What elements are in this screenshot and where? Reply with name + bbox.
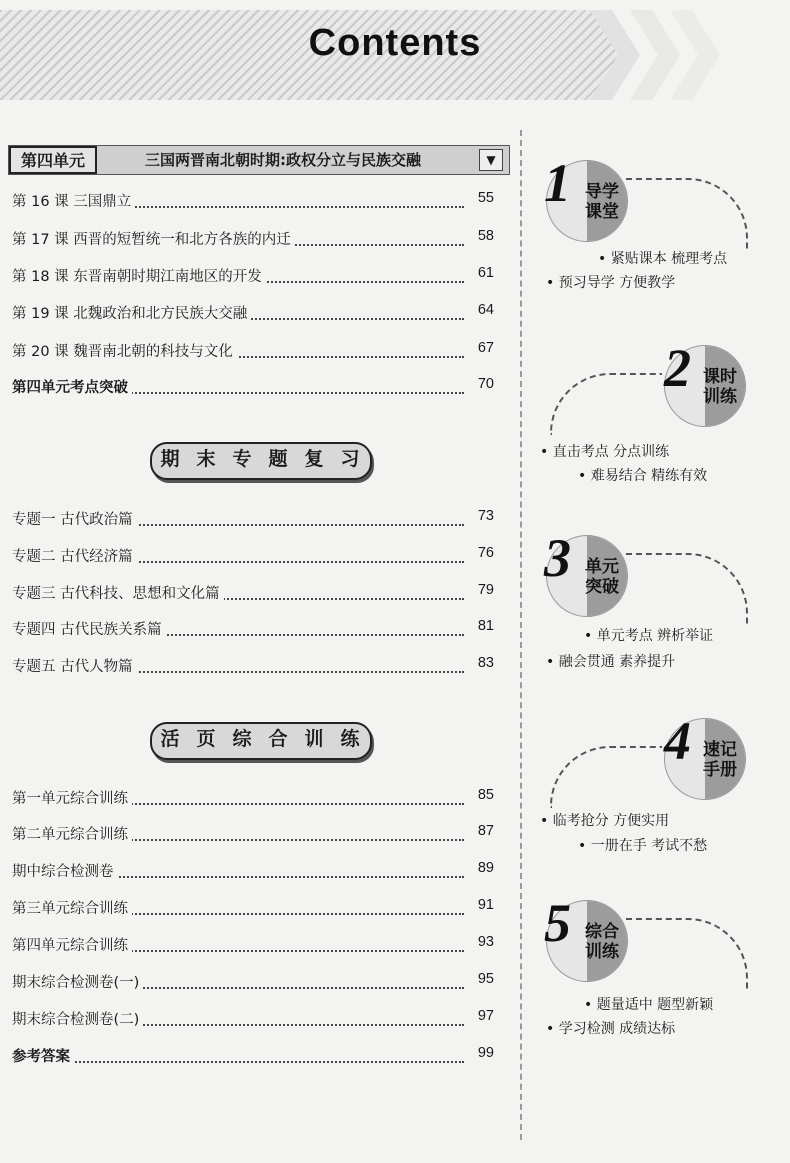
dashed-curve [626,553,748,625]
toc-row[interactable]: 第二单元综合训练 87 [12,823,494,843]
toc-row[interactable]: 第四单元考点突破 70 [12,376,494,396]
toc-row[interactable]: 专题五 古代人物篇 83 [12,655,494,675]
chevron-down-icon: ▼ [479,149,503,171]
toc-row[interactable]: 第 20 课 魏晋南北朝的科技与文化 67 [12,340,494,360]
toc-row[interactable]: 第四单元综合训练 93 [12,934,494,954]
feature-card: 1 导学课堂 • 紧贴课本 梳理考点 • 预习导学 方便教学 [540,160,780,300]
dashed-curve [626,918,748,990]
toc-row[interactable]: 第 18 课 东晋南朝时期江南地区的开发 61 [12,265,494,285]
dashed-curve [550,373,662,435]
toc-row[interactable]: 参考答案 99 [12,1045,494,1065]
toc-row[interactable]: 第三单元综合训练 91 [12,897,494,917]
toc-row[interactable]: 第 19 课 北魏政治和北方民族大交融 64 [12,302,494,322]
toc-row[interactable]: 专题四 古代民族关系篇 81 [12,618,494,638]
toc-row[interactable]: 期末综合检测卷(二) 97 [12,1008,494,1028]
feature-card: 3 单元突破 • 单元考点 辨析举证 • 融会贯通 素养提升 [540,535,780,675]
unit-bar [8,145,510,175]
unit-title: 三国两晋南北朝时期:政权分立与民族交融 [145,151,422,169]
toc-row[interactable]: 第 17 课 西晋的短暂统一和北方各族的内迁 58 [12,228,494,248]
toc-row[interactable]: 期末综合检测卷(一) 95 [12,971,494,991]
toc-row[interactable]: 期中综合检测卷 89 [12,860,494,880]
toc-row[interactable]: 专题二 古代经济篇 76 [12,545,494,565]
dashed-curve [626,178,748,250]
feature-card: 4 速记手册 • 临考抢分 方便实用 • 一册在手 考试不愁 [540,718,780,858]
dashed-curve [550,746,662,808]
toc-row[interactable]: 专题三 古代科技、思想和文化篇 79 [12,582,494,602]
practice-section-badge: 活 页 综 合 训 练 [150,722,372,760]
unit-tag: 第四单元 [9,146,97,174]
toc-row[interactable]: 第 16 课 三国鼎立 55 [12,190,494,210]
toc-row[interactable]: 第一单元综合训练 85 [12,787,494,807]
page-title: Contents [308,22,482,64]
toc-row[interactable]: 专题一 古代政治篇 73 [12,508,494,528]
feature-card: 5 综合训练 • 题量适中 题型新颖 • 学习检测 成绩达标 [540,900,780,1040]
review-section-badge: 期 末 专 题 复 习 [150,442,372,480]
feature-card: 2 课时训练 • 直击考点 分点训练 • 难易结合 精练有效 [540,345,780,485]
column-divider [520,130,522,1140]
